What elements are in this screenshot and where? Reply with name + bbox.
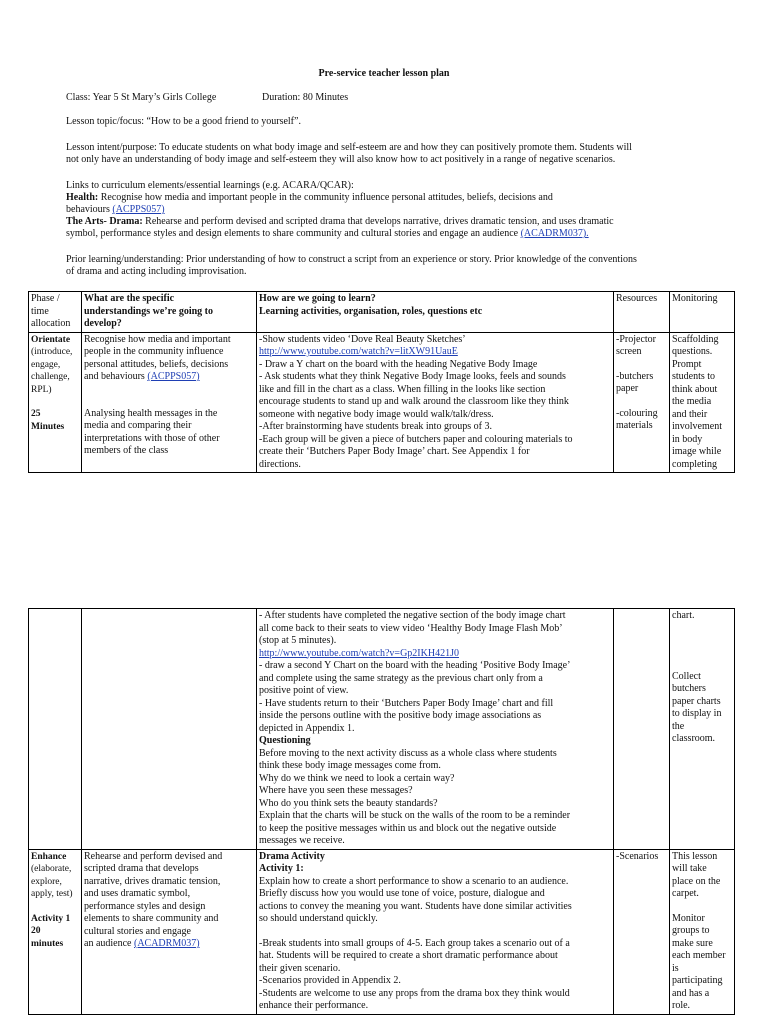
header-learning: How are we going to learn? Learning activities, organisation, roles, questions etc xyxy=(257,292,614,333)
monitoring-cell: Scaffolding questions. Prompt students to think about the media and their involvement in body image while completing xyxy=(670,332,735,473)
curriculum-links-heading: Links to curriculum elements/essential learnings (e.g. ACARA/QCAR): xyxy=(66,180,354,191)
acpps057-link[interactable]: (ACPPS057) xyxy=(112,204,165,215)
class-line: Class: Year 5 St Mary’s Girls College xyxy=(66,92,217,103)
header-understandings: What are the specific understandings we’re going to develop? xyxy=(82,292,257,333)
resources-empty xyxy=(614,609,670,850)
understandings-cell: Recognise how media and important people in the community influence personal attitudes, beliefs, decisions and behaviours (ACPPS057) Analysing health messages in the media and comparing their interpretations with those of other members of the class xyxy=(82,332,257,473)
resources-cell: -Projector screen -butchers paper -colouring materials xyxy=(614,332,670,473)
prior-learning-line-2: of drama and acting including improvisation. xyxy=(66,266,247,277)
resources-scenarios-cell: -Scenarios xyxy=(614,849,670,1014)
learning-cell-continued: - After students have completed the negative section of the body image chart all come back to their seats to view video ‘Healthy Body Image Flash Mob’ (stop at 5 minutes). http://www.youtube.com/watch?v=Gp2IKH421J0 - draw a second Y Chart on the board with the heading ‘Positive Body Image’ and complete using the same strategy as the previous chart only from a positive point of view. - Have students return to their ‘Butchers Paper Body Image’ chart and fill inside the persons outline with the positive body image associations as depicted in Appendix 1. Questioning Before moving to the next activity discuss as a whole class where students think these body image messages come from. Why do we think we need to look a certain way? Where have you seen these messages? Who do you think sets the beauty standards? Explain that the charts will be stuck on the walls of the room to be a reminder to keep the positive messages within us and block out the negative outside messages we receive. xyxy=(257,609,614,850)
acpps057-cell-link[interactable]: (ACPPS057) xyxy=(147,371,200,382)
table-row xyxy=(29,849,735,1014)
understandings-empty xyxy=(82,609,257,850)
header-phase: Phase / time allocation xyxy=(29,292,82,333)
lesson-table-bottom xyxy=(28,608,735,1015)
table-header-row xyxy=(29,292,735,333)
table-row xyxy=(29,609,735,850)
monitoring-drama-cell: This lesson will take place on the carpet. Monitor groups to make sure each member is participating and has a role. xyxy=(670,849,735,1014)
video-link-dove[interactable]: http://www.youtube.com/watch?v=litXW91UauE xyxy=(259,346,458,357)
learning-drama-cell: Drama Activity Activity 1: Explain how to create a short performance to show a scenario to an audience. Briefly discuss how you would use tone of voice, posture, dialogue and actions to convey the meaning you want. Students have done similar activities so should understand quickly. -Break students into small groups of 4-5. Each group takes a scenario out of a hat. Students will be required to create a short dramatic performance about their given scenario. -Scenarios provided in Appendix 2. -Students are welcome to use any props from the drama box they think would enhance their performance. xyxy=(257,849,614,1014)
health-line-2: behaviours (ACPPS057) xyxy=(66,204,165,215)
understandings-drama-cell: Rehearse and perform devised and scripted drama that develops narrative, drives dramatic tension, and uses dramatic symbol, performance styles and design elements to share community and cultural stories and engage an audience (ACADRM037) xyxy=(82,849,257,1014)
lesson-intent-line-2: not only have an understanding of body image and self-esteem they will also know how to act positively in a range of negative scenarios. xyxy=(66,154,616,165)
questioning-heading: Questioning xyxy=(259,735,311,746)
health-label: Health: xyxy=(66,192,99,203)
table-row xyxy=(29,332,735,473)
duration: Duration: 80 Minutes xyxy=(262,92,349,103)
arts-line-1: The Arts- Drama: Rehearse and perform devised and scripted drama that develops narrative, drives dramatic tension, and uses dramatic xyxy=(66,216,614,227)
arts-line-2: symbol, performance styles and design elements to share community and cultural stories and engage an audience (ACADRM037). xyxy=(66,228,589,239)
prior-learning-line-1: Prior learning/understanding: Prior understanding of how to construct a script from an experience or story. Prior knowledge of the conventions xyxy=(66,254,637,265)
learning-cell: -Show students video ‘Dove Real Beauty Sketches’ http://www.youtube.com/watch?v=litXW91UauE - Draw a Y chart on the board with the heading Negative Body Image - Ask students what they think Negative Body Image looks, feels and sounds like and fill in the chart as a class. When filling in the looks like section encourage students to stand up and walk around the classroom like they think someone with negative body image would walk/talk/dress. -After brainstorming have students break into groups of 3. -Each group will be given a piece of butchers paper and colouring materials to create their ‘Butchers Paper Body Image’ chart. See Appendix 1 for directions. xyxy=(257,332,614,473)
phase-orientate: Orientate (introduce, engage, challenge, RPL) 25 Minutes xyxy=(29,332,82,473)
header-monitoring: Monitoring xyxy=(670,292,735,333)
header-resources: Resources xyxy=(614,292,670,333)
health-line-1: Health: Recognise how media and important people in the community influence personal attitudes, beliefs, decisions and xyxy=(66,192,553,203)
acadrm037-link[interactable]: (ACADRM037). xyxy=(520,228,589,239)
phase-empty xyxy=(29,609,82,850)
lesson-intent-line-1: Lesson intent/purpose: To educate students on what body image and self-esteem are and how they can positively promote them. Students will xyxy=(66,142,632,153)
document-title: Pre-service teacher lesson plan xyxy=(318,68,450,79)
lesson-topic: Lesson topic/focus: “How to be a good friend to yourself”. xyxy=(66,116,301,127)
arts-label: The Arts- Drama: xyxy=(66,216,143,227)
acadrm037-cell-link[interactable]: (ACADRM037) xyxy=(133,938,200,949)
monitoring-cell-continued: chart. Collect butchers paper charts to display in the classroom. xyxy=(670,609,735,850)
video-link-flash-mob[interactable]: http://www.youtube.com/watch?v=Gp2IKH421J0 xyxy=(259,647,459,659)
lesson-table-top xyxy=(28,291,735,473)
phase-enhance: Enhance (elaborate, explore, apply, test) Activity 1 20 minutes xyxy=(29,849,82,1014)
